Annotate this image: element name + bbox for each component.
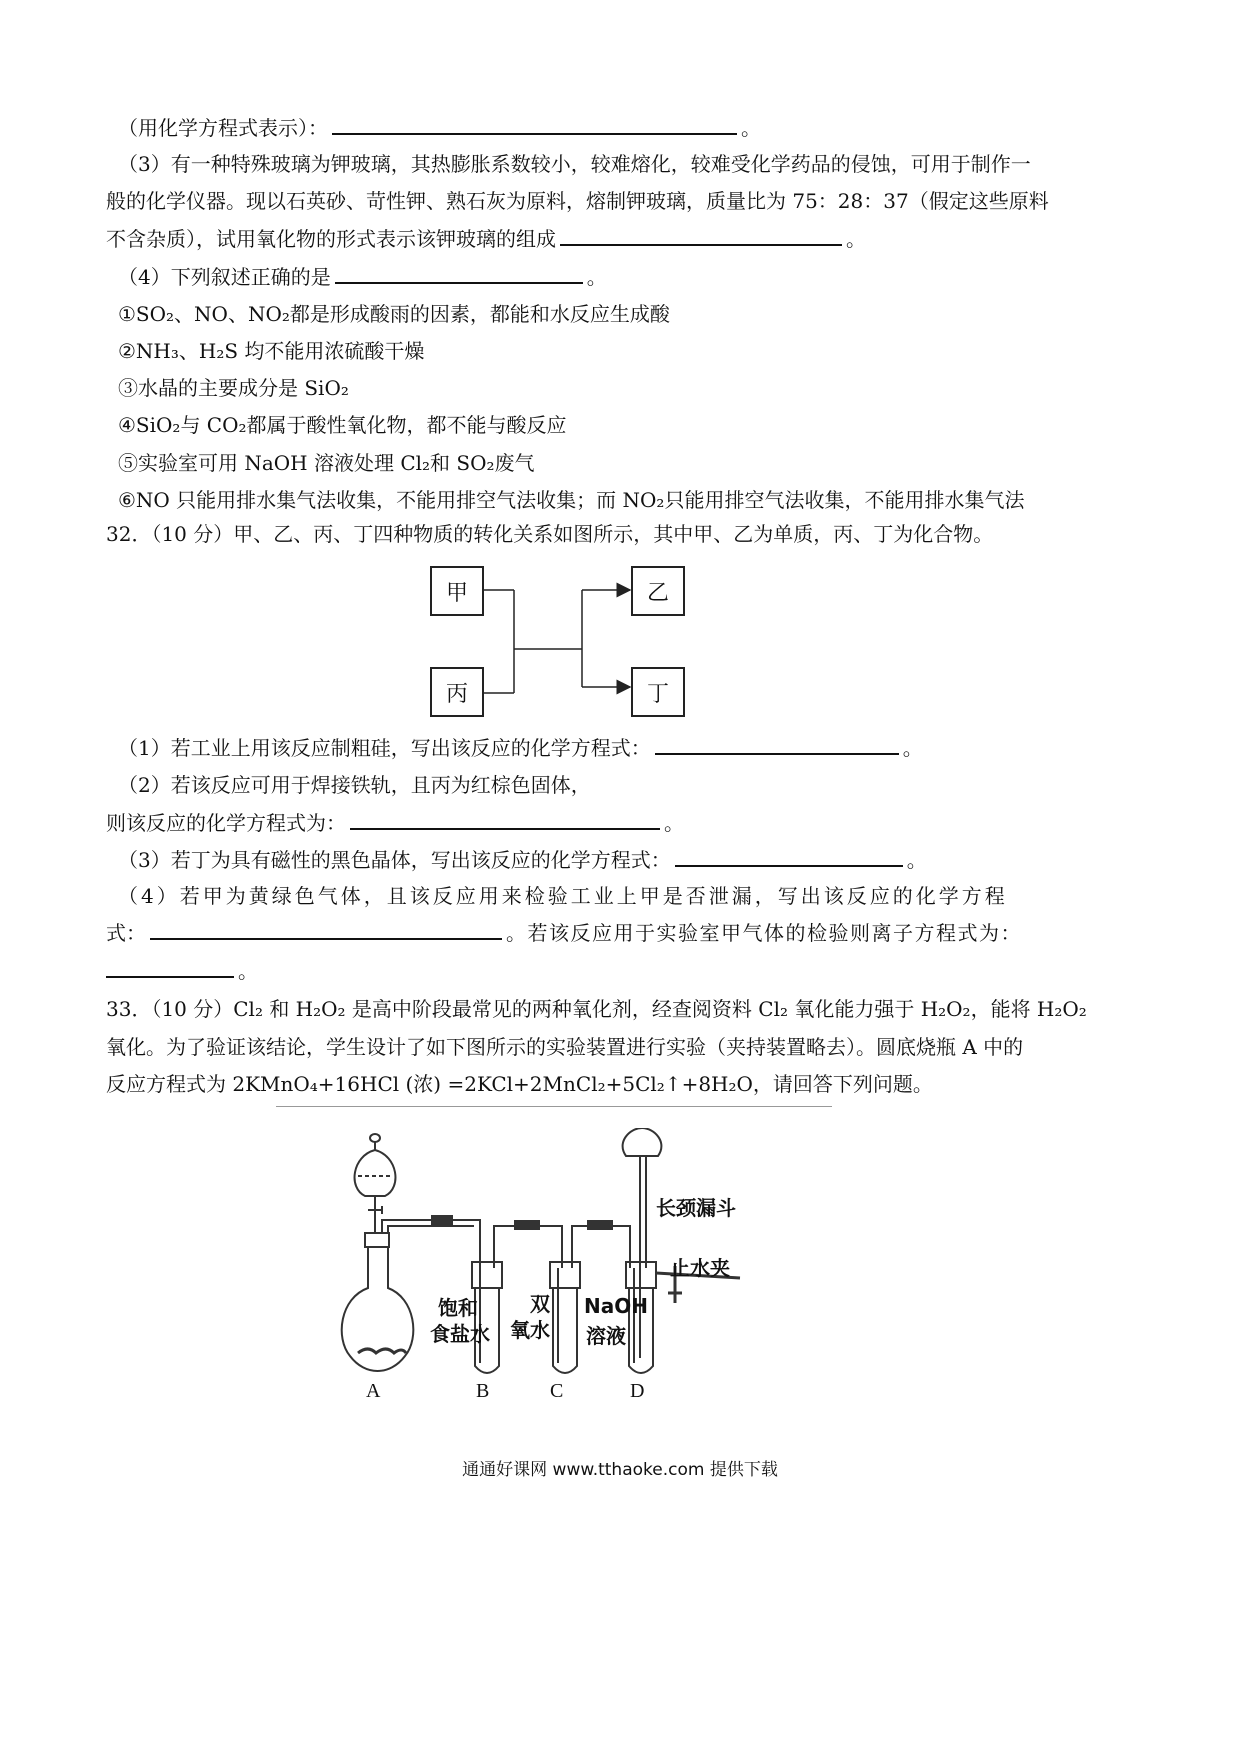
period: 。 [846,227,866,251]
q31-cont-text: （用化学方程式表示）： [118,116,328,140]
b-label-1: 饱和 [438,1296,478,1320]
q31-p3-line3: 不含杂质），试用氧化物的形式表示该钾玻璃的组成 [106,227,556,251]
box-yi: 乙 [631,566,685,616]
delivery-tube-ab [382,1220,480,1268]
period: 。 [906,848,927,872]
rubber-joint [588,1221,612,1229]
period: 。 [586,265,607,289]
option-6: ⑥NO 只能用排水集气法收集，不能用排空气法收集；而 NO₂只能用排空气法收集，不能用排水集气法 [118,488,1025,512]
q33-line3: 反应方程式为 2KMnO₄+16HCl (浓) =2KCl+2MnCl₂+5Cl₂↑+8H₂O，请回答下列问题。 [106,1072,933,1096]
q31-p4: （4）下列叙述正确的是 [118,265,331,289]
q32-p2-line1: （2）若该反应可用于焊接铁轨，且丙为红棕色固体， [118,773,591,797]
q31-p3-line1: （3）有一种特殊玻璃为钾玻璃，其热膨胀系数较小，较难熔化，较难受化学药品的侵蚀，可用于制作一 [118,152,1031,176]
answer-blank[interactable] [106,956,234,978]
q32-p3-wrap [118,845,927,874]
tube-b-stopper [472,1262,502,1288]
box-ding: 丁 [631,667,685,717]
q32-p4-line1: （4）若甲为黄绿色气体，且该反应用来检验工业上甲是否泄漏，写出该反应的化学方程 [118,884,1008,908]
q32-p3: （3）若丁为具有磁性的黑色晶体，写出该反应的化学方程式： [118,848,671,872]
answer-blank[interactable] [335,262,583,284]
answer-blank[interactable] [675,845,903,867]
option-2: ②NH₃、H₂S 均不能用浓硫酸干燥 [118,339,425,363]
q32-p1-wrap [118,733,923,762]
q32-intro: 32．（10 分）甲、乙、丙、丁四种物质的转化关系如图所示，其中甲、乙为单质，丙、丁为化合物。 [106,522,994,546]
period: 。 [902,736,923,760]
answer-blank[interactable] [560,224,842,246]
d-label-2: 溶液 [586,1324,626,1348]
q32-p1: （1）若工业上用该反应制粗硅，写出该反应的化学方程式： [118,736,651,760]
separatory-funnel-bulb [355,1150,396,1196]
answer-blank[interactable] [350,808,660,830]
q32-p4-line2b: 。若该反应用于实验室甲气体的检验则离子方程式为： [506,921,1022,945]
q32-p2-line2: 则该反应的化学方程式为： [106,811,346,835]
answer-blank[interactable] [150,918,502,940]
divider [276,1106,832,1107]
d-label-1: NaOH [584,1294,648,1318]
option-1: ①SO₂、NO、NO₂都是形成酸雨的因素，都能和水反应生成酸 [118,302,670,326]
q32-p4-line2-wrap [106,918,1022,947]
c-label-1: 双 [530,1292,550,1316]
funnel-label: 长颈漏斗 [656,1196,736,1220]
period: 。 [238,959,258,983]
q31-p4-wrap [118,262,607,291]
option-3: ③水晶的主要成分是 SiO₂ [118,376,349,400]
page-footer: 通通好课网 www.tthaoke.com 提供下载 [462,1460,778,1480]
tube-c-stopper [550,1262,580,1288]
option-4: ④SiO₂与 CO₂都属于酸性氧化物，都不能与酸反应 [118,413,567,437]
kmno4-solid [358,1349,406,1353]
c-label-2: 氧水 [510,1318,550,1342]
test-tube-c [553,1288,577,1373]
flask-stopper [365,1233,389,1247]
funnel-cap [370,1134,380,1142]
rubber-joint [515,1221,539,1229]
q32-p4-line2a: 式： [106,921,146,945]
letter-c: C [550,1380,564,1402]
q33-line1: 33．（10 分）Cl₂ 和 H₂O₂ 是高中阶段最常见的两种氧化剂，经查阅资料 Cl₂ 氧化能力强于 H₂O₂，能将 H₂O₂ [106,997,1087,1021]
option-5: ⑤实验室可用 NaOH 溶液处理 Cl₂和 SO₂废气 [118,451,535,475]
answer-blank[interactable] [332,113,737,135]
period: 。 [664,811,684,835]
clamp-label: 止水夹 [670,1256,730,1280]
box-bing: 丙 [430,667,484,717]
q31-p3-line3-wrap [106,224,866,253]
letter-b: B [476,1380,490,1402]
rubber-joint [432,1216,452,1224]
q31-p3-line2: 般的化学仪器。现以石英砂、苛性钾、熟石灰为原料，熔制钾玻璃，质量比为 75：28：37（假定这些原料 [106,189,1049,213]
answer-blank[interactable] [655,733,899,755]
b-label-2: 食盐水 [430,1322,490,1346]
period: 。 [741,116,761,140]
letter-d: D [630,1380,645,1402]
q32-p4-line3-wrap [106,956,258,985]
q32-p2-line2-wrap [106,808,684,837]
letter-a: A [366,1380,381,1402]
long-neck-funnel [623,1128,662,1156]
q31-cont-line [118,113,761,142]
q33-line2: 氧化。为了验证该结论，学生设计了如下图所示的实验装置进行实验（夹持装置略去）。圆底烧瓶 A 中的 [106,1035,1024,1059]
box-jia: 甲 [430,566,484,616]
